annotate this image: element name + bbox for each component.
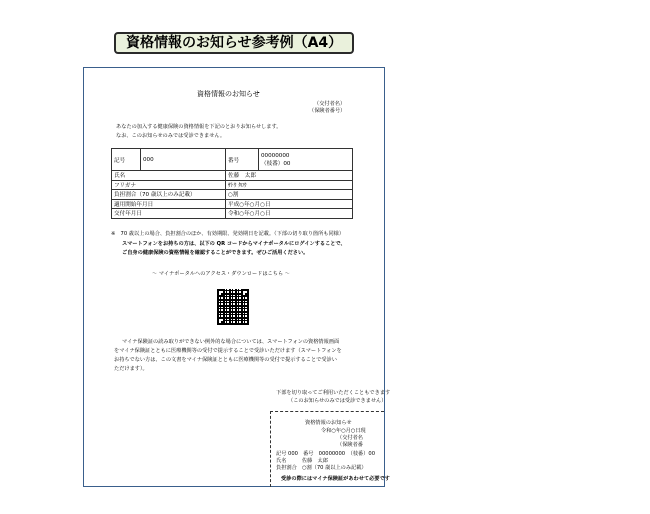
portal-caption: ～ マイナポータルへのアクセス・ダウンロードはこちら ～ <box>152 271 290 277</box>
coupon-line-3: 負担割合 ○割（70 歳以上のみ記載） <box>276 465 367 471</box>
page-title: 資格情報のお知らせ参考例（A4） <box>114 32 354 54</box>
info-table <box>111 148 353 219</box>
coupon-issuer-name: （交付者名 <box>337 435 363 441</box>
intro-line-1: あなたの加入する健康保険の資格情報を下記のとおりお知らせします。 <box>116 124 282 130</box>
smartphone-line-2: ご自身の健康保険の資格情報を確認することができます。ぜひご活用ください。 <box>122 250 309 256</box>
qr-finder <box>217 317 225 325</box>
note: ※ 70 歳以上の場合、負担割合のほか、有効期限、発効期日を記載。（下部の切り取り箇所も同様） <box>111 231 345 237</box>
table-cell: 交付年月日 <box>112 209 226 219</box>
table-row <box>112 209 353 219</box>
paragraph-line-4: ただけます）。 <box>114 366 148 372</box>
coupon-date: 令和○年○月○日現 <box>321 428 366 434</box>
issuer-name: （交付者名） <box>314 101 346 107</box>
table-cell: 佐藤 太郎 <box>226 171 353 181</box>
table-cell: 適用開始年月日 <box>112 199 226 209</box>
table-cell: 平成○年○月○日 <box>226 199 353 209</box>
table-cell: 令和○年○月○日 <box>226 209 353 219</box>
paragraph-line-3: お持ちでない方は、この文書をマイナ保険証とともに医療機関等の受付で提示することで受診い <box>114 357 337 363</box>
table-cell: ｻﾄｳ ﾀﾛｳ <box>226 180 353 190</box>
number-value: 00000000 <box>261 152 290 159</box>
table-cell: ○割 <box>226 190 353 200</box>
table-cell: 記号 <box>112 149 141 171</box>
coupon-line-2: 氏名 佐藤 太郎 <box>276 458 328 464</box>
smartphone-line-1: スマートフォンをお持ちの方は、以下の QR コードからマイナポータルにログインすることで、 <box>122 241 346 247</box>
paragraph-line-2: をマイナ保険証とともに医療機関等の受付で提示することで受診いただけます（スマートフォンを <box>114 348 342 354</box>
table-row <box>112 199 353 209</box>
table-row <box>112 190 353 200</box>
table-row <box>112 180 353 190</box>
table-cell: フリガナ <box>112 180 226 190</box>
coupon-footer: 受診の際にはマイナ保険証があわせて必要です <box>281 476 390 482</box>
branch-value: （枝番）00 <box>261 160 291 167</box>
table-cell: 負担割合（70 歳以上のみ記載） <box>112 190 226 200</box>
table-row <box>112 149 353 171</box>
coupon-title: 資格情報のお知らせ <box>305 420 352 426</box>
cut-instruction-2: （このお知らせのみでは受診できません） <box>288 398 387 404</box>
coupon-line-1: 記号 000 番号 00000000 （枝番）00 <box>276 451 376 457</box>
document-sheet <box>83 67 391 487</box>
coupon-section <box>270 411 390 487</box>
coupon-issuer-number: （保険者番 <box>337 442 363 448</box>
table-cell <box>259 149 353 171</box>
table-cell: 000 <box>141 149 226 171</box>
table-cell: 氏名 <box>112 171 226 181</box>
issuer-number: （保険者番号） <box>309 108 346 114</box>
qr-finder <box>217 289 225 297</box>
cut-instruction-1: 下部を切り取ってご利用いただくこともできます <box>276 390 391 396</box>
qr-code[interactable] <box>217 289 249 325</box>
table-row <box>112 171 353 181</box>
table-cell: 番号 <box>226 149 259 171</box>
paragraph-line-1: マイナ保険証の読み取りができない例外的な場合については、スマートフォンの資格情報画面 <box>122 339 340 345</box>
qr-finder <box>241 289 249 297</box>
doc-title: 資格情報のお知らせ <box>197 90 260 98</box>
intro-line-2: なお、このお知らせのみでは受診できません。 <box>116 133 226 139</box>
